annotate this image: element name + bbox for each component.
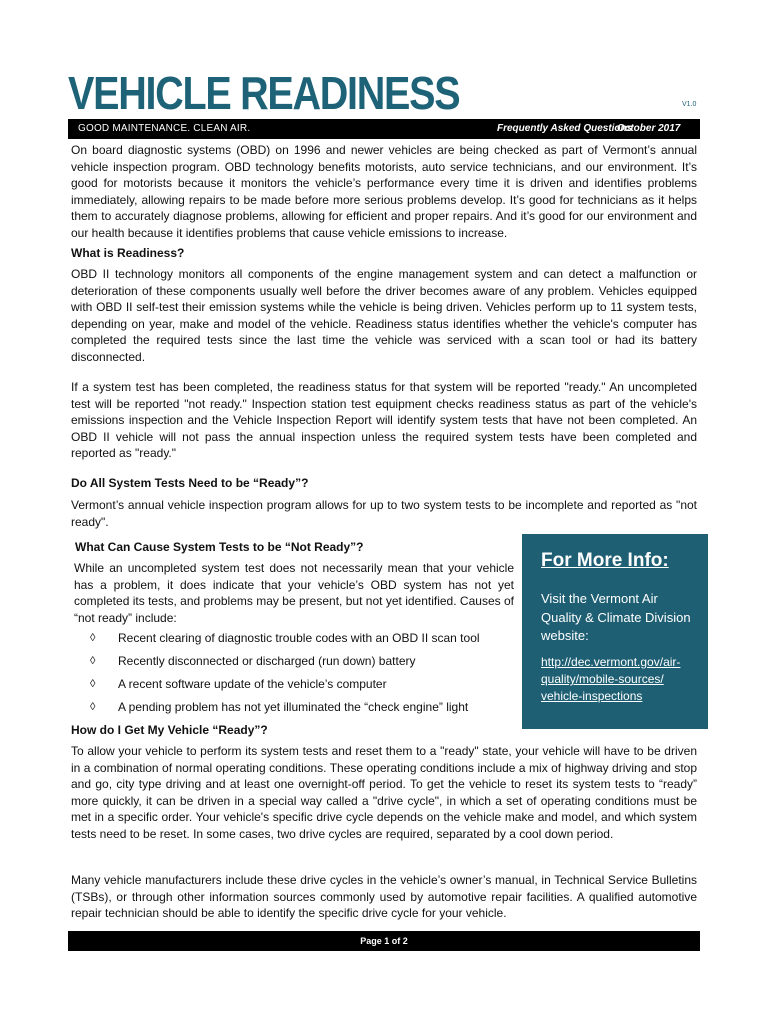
readiness-paragraph-1: OBD II technology monitors all components of the engine management system and can detect a malfunction or deterioration of these components usually well before the driver becomes aware of any problem. Vehicles equipped with OBD II self-test their emission systems while the vehicle is being driven. Vehicles perform up to 11 system tests, depending on year, make and model of the vehicle. Readiness status identifies whether the vehicle's computer has completed the required tests since the last time the vehicle was serviced with a scan tool or had its battery disconnected. [71,267,697,364]
more-info-text: Visit the Vermont Air Quality & Climate Division website: [541,591,691,643]
diamond-bullet-icon: ◊ [90,655,96,667]
header-banner [68,119,700,139]
list-item: ◊ Recently disconnected or discharged (run down) battery [90,654,416,668]
not-ready-causes-list [90,630,480,722]
not-ready-paragraph: While an uncompleted system test does not necessarily mean that your vehicle has a problem, it does indicate that your vehicle’s OBD system has not yet completed its tests, and problems may be present, but not yet identified. Causes of “not ready” include: [74,561,514,625]
get-ready-paragraph-2: Many vehicle manufacturers include these drive cycles in the vehicle’s owner’s manual, in Technical Service Bulletins (TSBs), or through other information sources commonly used by automotive repair facilities. A qualified automotive repair technician should be able to identify the specific drive cycle for your vehicle. [71,873,697,920]
list-item: ◊ Recent clearing of diagnostic trouble codes with an OBD II scan tool [90,631,480,645]
more-info-box [522,534,708,729]
get-ready-paragraph-1: To allow your vehicle to perform its system tests and reset them to a "ready" state, your vehicle will have to be driven in a combination of normal operating conditions. These operating conditions include a mix of highway driving and stop and go, city type driving and at least one overnight-off period. To get the vehicle to reset its system tests to “ready” more quickly, it can be driven in a special way called a "drive cycle", in which a set of operating conditions must be met in a specific order. Your vehicle's specific drive cycle depends on the vehicle make and model, and which system tests need to be reset. In some cases, two drive cycles are required, separated by a cool down period. [71,744,697,841]
readiness-paragraph-2: If a system test has been completed, the readiness status for that system will be reported "ready." An uncompleted test will be reported "not ready." Inspection station test equipment checks readiness status as part of the vehicle's emissions inspection and the Vehicle Inspection Report will identify system tests that have not been completed. An OBD II vehicle will not pass the annual inspection unless the required system tests have been completed and reported as "ready." [71,380,697,460]
diamond-bullet-icon: ◊ [90,632,96,644]
faq-label: Frequently Asked Questions [497,123,633,134]
heading-all-tests-ready: Do All System Tests Need to be “Ready”? [71,476,309,490]
slogan: GOOD MAINTENANCE. CLEAN AIR. [78,123,251,134]
document-title: VEHICLE READINESS [68,67,460,119]
more-info-title: For More Info: [541,550,669,571]
page-footer: Page 1 of 2 [68,931,700,951]
issue-date: October 2017 [617,123,681,134]
heading-what-is-readiness: What is Readiness? [71,246,185,260]
diamond-bullet-icon: ◊ [90,678,96,690]
list-item: ◊ A pending problem has not yet illuminated the “check engine” light [90,700,469,714]
website-link-line-3[interactable]: vehicle-inspections [541,689,643,703]
list-item: ◊ A recent software update of the vehicle’s computer [90,677,387,691]
heading-get-vehicle-ready: How do I Get My Vehicle “Ready”? [71,723,268,737]
intro-paragraph: On board diagnostic systems (OBD) on 1996 and newer vehicles are being checked as part of Vermont’s annual vehicle inspection program. OBD technology benefits motorists, auto service technicians, and our environment. It’s good for motorists because it monitors the vehicle’s performance every time it is driven and identifies problems immediately, allowing repairs to be made before more serious problems develop. It’s good for technicians as it helps them to accurately diagnose problems, allowing for efficient and proper repairs. And it’s good for our environment and our health because it identifies problems that cause vehicle emissions to increase. [71,143,697,240]
heading-not-ready-causes: What Can Cause System Tests to be “Not Ready”? [75,540,364,554]
website-link-line-2[interactable]: quality/mobile-sources/ [541,672,664,686]
website-link-line-1[interactable]: http://dec.vermont.gov/air- [541,655,681,669]
diamond-bullet-icon: ◊ [90,701,96,713]
version-label: V1.0 [682,101,697,108]
all-ready-paragraph: Vermont’s annual vehicle inspection program allows for up to two system tests to be incomplete and reported as "not ready". [71,498,697,529]
